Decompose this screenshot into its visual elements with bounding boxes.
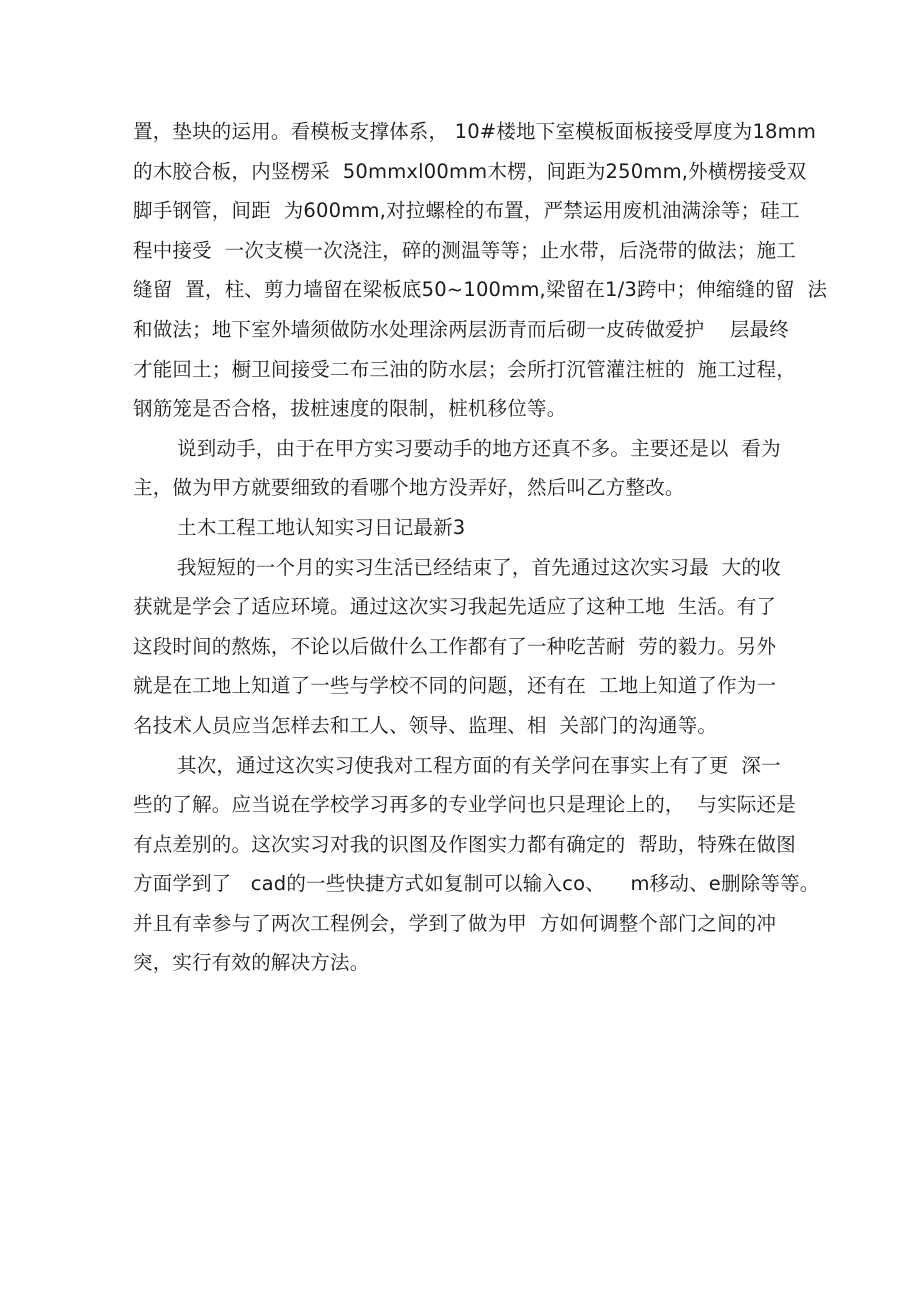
text-line: 获就是学会了适应环境。通过这次实习我起先适应了这种工地 生活。有了 [133,595,777,619]
heading-text: 土木工程工地认知实习日记最新3 [177,515,466,539]
paragraph [133,429,805,508]
text-line: 说到动手，由于在甲方实习要动手的地方还真不多。主要还是以 看为 [177,436,781,460]
text-line: 突，实行有效的解决方法。 [133,951,370,975]
document-body [133,112,828,983]
text-line: 才能回土；橱卫间接受二布三油的防水层；会所打沉管灌注桩的 施工过程， [133,357,796,381]
section-heading [133,508,805,548]
paragraph [133,112,828,429]
text-line: 些的了解。应当说在学校学习再多的专业学问也只是理论上的， 与实际还是 [133,793,796,817]
text-line: 我短短的一个月的实习生活已经结束了，首先通过这次实习最 大的收 [177,555,781,579]
text-line: 缝留 置，柱、剪力墙留在梁板底50~100mm,梁留在1/3跨中；伸缩缝的留 法 [133,278,828,302]
text-line: 程中接受 一次支模一次浇注，碎的测温等等；止水带，后浇带的做法；施工 [133,238,796,262]
text-line: 这段时间的熬炼，不论以后做什么工作都有了一种吃苦耐 劳的毅力。另外 [133,634,777,658]
text-line: 就是在工地上知道了一些与学校不同的问题，还有在 工地上知道了作为一 [133,674,777,698]
text-line: 和做法；地下室外墙须做防水处理涂两层沥青而后砌一皮砖做爱护 层最终 [133,317,789,341]
text-line: 方面学到了 cad的一些快捷方式如复制可以输入co、 m移动、e删除等等。 [133,872,820,896]
text-line: 主，做为甲方就要细致的看哪个地方没弄好，然后叫乙方整改。 [133,476,685,500]
paragraph [133,746,820,984]
paragraph [133,548,805,746]
text-line: 并且有幸参与了两次工程例会，学到了做为甲 方如何调整个部门之间的冲 [133,911,777,935]
text-line: 置，垫块的运用。看模板支撑体系， 10#楼地下室模板面板接受厚度为18mm [133,120,817,143]
text-line: 钢筋笼是否合格，拔桩速度的限制，桩机移位等。 [133,397,567,421]
text-line: 有点差别的。这次实习对我的识图及作图实力都有确定的 帮助，特殊在做图 [133,832,796,856]
text-line: 名技术人员应当怎样去和工人、领导、监理、相 关部门的沟通等。 [133,713,718,737]
text-line: 脚手钢管，间距 为600mm,对拉螺栓的布置，严禁运用废机油满涂等；硅工 [133,199,800,223]
text-line: 其次，通过这次实习使我对工程方面的有关学问在事实上有了更 深一 [177,753,781,777]
text-line: 的木胶合板，内竖楞采 50mmxl00mm木楞，间距为250mm,外横楞接受双 [133,159,807,183]
